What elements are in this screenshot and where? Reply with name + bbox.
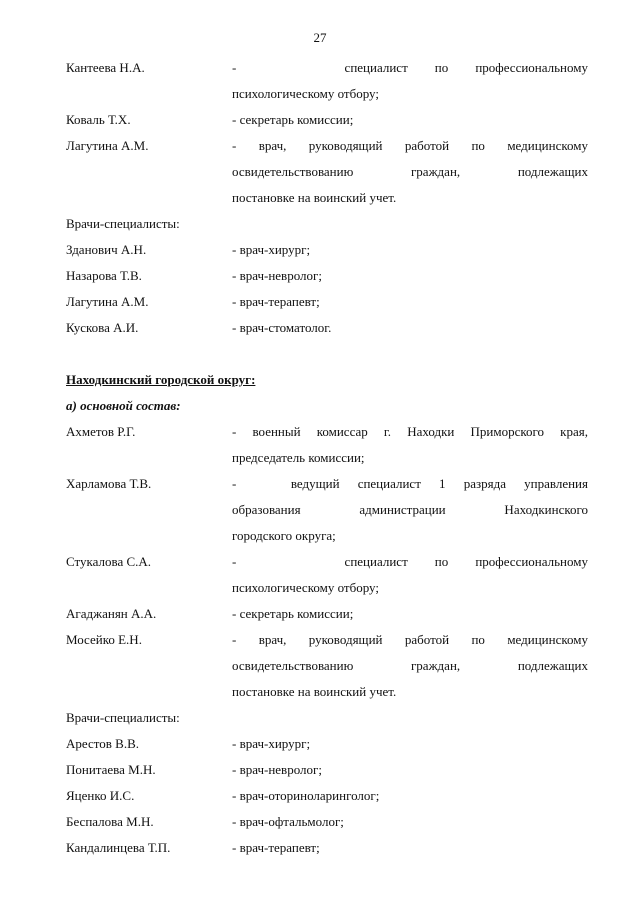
member-row — [66, 81, 588, 107]
member-role-line: городского округа; — [232, 528, 336, 543]
member-row — [66, 575, 588, 601]
member-row — [66, 133, 588, 159]
member-role-line: - врач, руководящий работой по медицинскому — [232, 632, 588, 647]
specialist-name: Назарова Т.В. — [66, 268, 142, 283]
member-role-line: председатель комиссии; — [232, 450, 365, 465]
specialist-name: Беспалова М.Н. — [66, 814, 154, 829]
specialist-name: Яценко И.С. — [66, 788, 135, 803]
member-row — [66, 185, 588, 211]
specialist-role: - врач-невролог; — [232, 762, 322, 777]
member-role-line: освидетельствованию граждан, подлежащих — [232, 164, 588, 179]
member-row — [66, 445, 588, 471]
member-row — [66, 523, 588, 549]
member-name — [66, 445, 232, 471]
member-row — [66, 497, 588, 523]
member-role-line: постановке на воинский учет. — [232, 684, 397, 699]
specialists-heading: Врачи-специалисты: — [66, 710, 180, 725]
specialist-role: - врач-офтальмолог; — [232, 814, 344, 829]
member-role-line: психологическому отбору; — [232, 580, 379, 595]
specialist-name: Арестов В.В. — [66, 736, 139, 751]
member-name: Коваль Т.Х. — [66, 112, 131, 127]
member-name — [66, 159, 232, 185]
member-role-line: психологическому отбору; — [232, 86, 379, 101]
commission-members-2 — [66, 419, 588, 705]
specialists-list-2 — [66, 731, 588, 861]
specialist-role: - врач-терапевт; — [232, 840, 320, 855]
specialist-name: Понитаева М.Н. — [66, 762, 156, 777]
specialist-role: - врач-хирург; — [232, 242, 311, 257]
member-name: Мосейко Е.Н. — [66, 632, 142, 647]
specialists-list-1 — [66, 237, 588, 341]
specialist-name: Кандалинцева Т.П. — [66, 840, 171, 855]
specialist-row — [66, 315, 588, 341]
specialist-row — [66, 237, 588, 263]
specialist-role: - врач-невролог; — [232, 268, 322, 283]
member-name: Агаджанян А.А. — [66, 606, 157, 621]
member-name — [66, 575, 232, 601]
specialist-row — [66, 731, 588, 757]
member-name: Харламова Т.В. — [66, 476, 152, 491]
specialist-role: - врач-стоматолог. — [232, 320, 332, 335]
member-role-line: - специалист по профессиональному — [232, 554, 588, 569]
member-name — [66, 679, 232, 705]
specialist-row — [66, 263, 588, 289]
member-name: Кантеева Н.А. — [66, 60, 145, 75]
member-name — [66, 523, 232, 549]
section-subtitle: а) основной состав: — [66, 398, 181, 413]
member-role-line: - специалист по профессиональному — [232, 60, 588, 75]
member-row — [66, 159, 588, 185]
member-role-line: - военный комиссар г. Находки Приморского края, — [232, 424, 588, 439]
member-row — [66, 549, 588, 575]
specialist-name: Лагутина А.М. — [66, 294, 149, 309]
member-name: Лагутина А.М. — [66, 138, 149, 153]
member-name — [66, 185, 232, 211]
member-role-line: - секретарь комиссии; — [232, 112, 354, 127]
document-body — [66, 55, 588, 861]
section-title: Находкинский городской округ: — [66, 372, 256, 387]
member-role-line: - ведущий специалист 1 разряда управления — [232, 476, 588, 491]
section-spacer — [66, 341, 588, 367]
member-row — [66, 679, 588, 705]
specialist-row — [66, 289, 588, 315]
specialist-row — [66, 835, 588, 861]
member-row — [66, 601, 588, 627]
specialist-row — [66, 757, 588, 783]
specialist-name: Кускова А.И. — [66, 320, 139, 335]
member-role-line: - врач, руководящий работой по медицинскому — [232, 138, 588, 153]
member-name: Ахметов Р.Г. — [66, 424, 136, 439]
specialist-row — [66, 809, 588, 835]
member-name — [66, 497, 232, 523]
member-row — [66, 471, 588, 497]
commission-members-1 — [66, 55, 588, 211]
specialist-row — [66, 783, 588, 809]
member-name — [66, 653, 232, 679]
member-name — [66, 81, 232, 107]
member-name: Стукалова С.А. — [66, 554, 152, 569]
specialist-role: - врач-терапевт; — [232, 294, 320, 309]
specialist-role: - врач-оториноларинголог; — [232, 788, 380, 803]
member-row — [66, 107, 588, 133]
specialists-heading: Врачи-специалисты: — [66, 216, 180, 231]
member-row — [66, 627, 588, 653]
member-row — [66, 419, 588, 445]
page-number: 27 — [313, 30, 327, 45]
member-role-line: освидетельствованию граждан, подлежащих — [232, 658, 588, 673]
specialist-role: - врач-хирург; — [232, 736, 311, 751]
member-role-line: образования администрации Находкинского — [232, 502, 588, 517]
member-role-line: постановке на воинский учет. — [232, 190, 397, 205]
member-row — [66, 653, 588, 679]
specialist-name: Зданович А.Н. — [66, 242, 147, 257]
member-row — [66, 55, 588, 81]
member-role-line: - секретарь комиссии; — [232, 606, 354, 621]
